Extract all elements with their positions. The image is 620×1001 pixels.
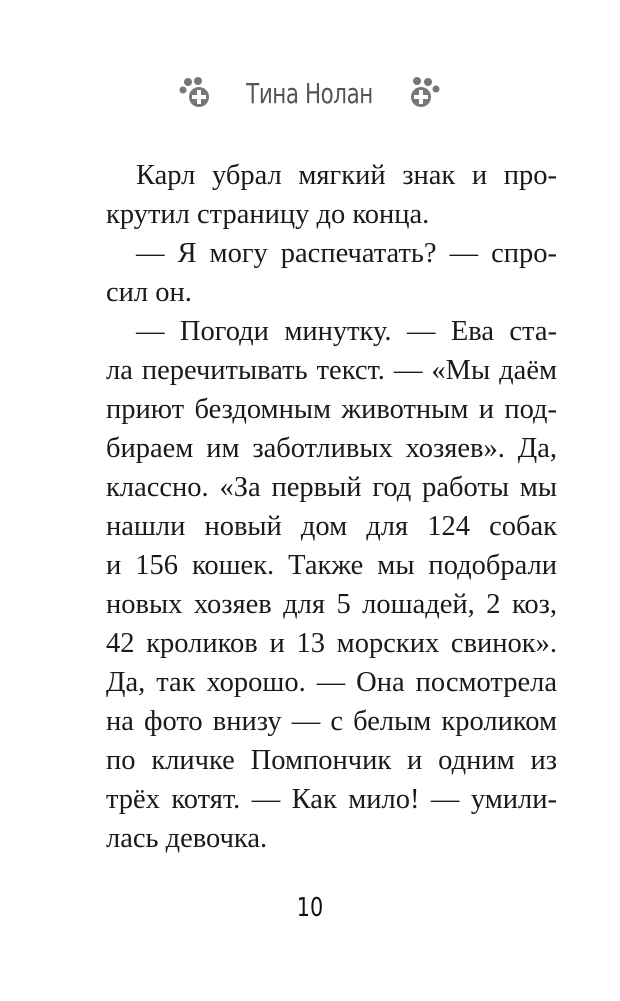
text-line: новых хозяев для 5 лошадей, 2 коз,	[106, 589, 557, 620]
text-line: сил он.	[106, 277, 192, 308]
text-line: бираем им заботливых хозяев». Да,	[106, 433, 557, 464]
text-line: трёх котят. — Как мило! — умили-	[106, 784, 557, 815]
text-line: классно. «За первый год работы мы	[106, 472, 557, 503]
author-name: Тина Нолан	[246, 76, 374, 110]
text-line: и 156 кошек. Также мы подобрали	[106, 550, 557, 581]
text-line: — Я могу распечатать? — спро-	[136, 238, 557, 269]
text-line: — Погоди минутку. — Ева ста-	[136, 316, 557, 347]
page-number: 10	[296, 893, 324, 923]
text-line: крутил страницу до конца.	[106, 199, 430, 230]
paw-plus-icon	[179, 76, 213, 110]
body-text	[106, 156, 557, 858]
text-line: приют бездомным животным и под-	[106, 394, 557, 425]
text-line: ла перечитывать текст. — «Мы даём	[106, 355, 557, 386]
text-line: на фото внизу — с белым кроликом	[106, 706, 557, 737]
text-line: 42 кроликов и 13 морских свинок».	[106, 628, 557, 659]
paw-plus-icon	[407, 76, 441, 110]
text-line: Карл убрал мягкий знак и про-	[136, 160, 557, 191]
text-line: Да, так хорошо. — Она посмотрела	[106, 667, 557, 698]
text-line: лась девочка.	[106, 823, 268, 854]
text-line: по кличке Помпончик и одним из	[106, 745, 557, 776]
text-line: нашли новый дом для 124 собак	[106, 511, 557, 542]
running-header	[0, 76, 620, 110]
